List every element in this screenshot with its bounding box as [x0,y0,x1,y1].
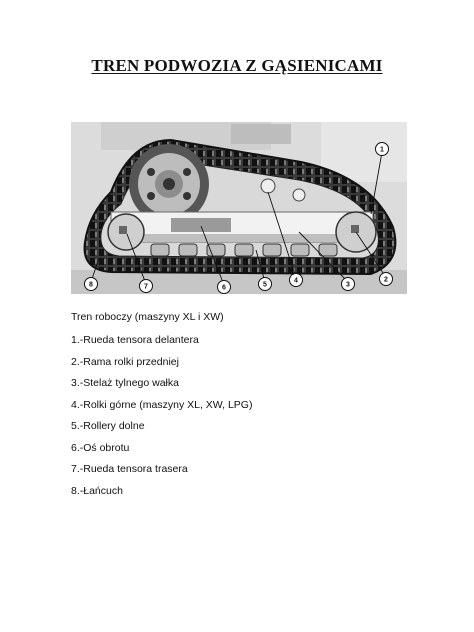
pivot-shaft [171,218,231,232]
callout-3-label: 3 [346,281,350,289]
list-item: 6.-Oś obrotu [71,441,130,454]
callout-2-label: 2 [384,276,388,284]
callout-1-label: 1 [380,146,384,154]
list-item: 5.-Rollery dolne [71,420,145,432]
list-item: 2.-Rama rolki przedniej [71,355,179,368]
parts-list [71,334,252,506]
undercarriage-photo [71,122,407,294]
callout-4-label: 4 [294,277,298,285]
carrier-roller [293,189,305,201]
document-title: TREN PODWOZIA Z GĄSIENICAMI [91,56,383,75]
callout-5-label: 5 [263,281,267,289]
list-item: 7.-Rueda tensora trasera [71,463,188,475]
list-item: 1.-Rueda tensora delantera [71,334,199,346]
list-item: 3.-Stelaż tylnego wałka [71,377,179,389]
list-item: 4.-Rolki górne (maszyny XL, XW, LPG) [71,398,253,411]
callout-7-label: 7 [144,283,148,291]
callout-8-label: 8 [89,281,93,289]
intro-text: Tren roboczy (maszyny XL i XW) [71,311,224,323]
bottom-rollers [151,244,337,256]
callout-6-label: 6 [222,284,226,292]
carrier-roller [261,179,275,193]
list-item: 8.-Łańcuch [71,484,123,497]
